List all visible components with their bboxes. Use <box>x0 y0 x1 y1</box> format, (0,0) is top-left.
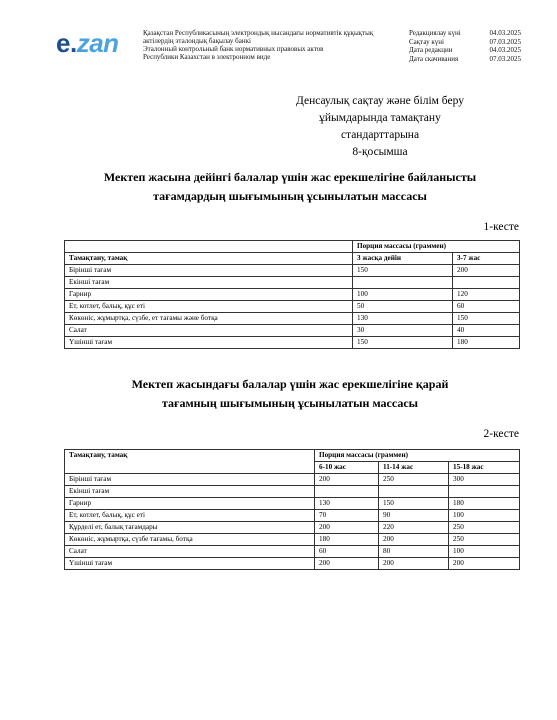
row-food-name: Құрделі ет, балық тағамдары <box>65 522 315 534</box>
table-row <box>65 558 520 570</box>
row-food-name: Үшінші тағам <box>65 558 315 570</box>
header-line: Қазақстан Республикасының электрондық нысандағы нормативтік құқықтық <box>143 29 374 37</box>
header-dates <box>409 29 521 63</box>
table1-group-header: Порция массасы (граммен) <box>353 241 520 253</box>
table-row <box>65 498 520 510</box>
row-portion-value: 130 <box>353 313 453 325</box>
table-row <box>65 534 520 546</box>
date-label: Дата редакции <box>409 46 453 54</box>
table2-label: 2-кесте <box>483 428 519 440</box>
table1-body <box>65 265 520 349</box>
row-portion-value: 150 <box>379 498 449 510</box>
row-food-name: Бірінші тағам <box>65 265 353 277</box>
row-food-name: Бірінші тағам <box>65 474 315 486</box>
date-label: Дата скачивания <box>409 54 459 63</box>
table-row <box>65 301 520 313</box>
table1-header-row <box>65 253 520 265</box>
row-portion-value: 200 <box>315 522 379 534</box>
row-portion-value: 180 <box>449 498 520 510</box>
row-portion-value: 200 <box>379 558 449 570</box>
row-portion-value: 250 <box>449 534 520 546</box>
row-portion-value: 150 <box>353 337 453 349</box>
row-food-name: Екінші тағам <box>65 277 353 289</box>
row-portion-value: 200 <box>379 534 449 546</box>
document-header <box>0 0 557 72</box>
date-value: 07.03.2025 <box>489 54 521 63</box>
row-food-name: Көкөніс, жұмыртқа, сүзбе тағамы, ботқа <box>65 534 315 546</box>
row-portion-value: 200 <box>315 558 379 570</box>
row-portion-value: 200 <box>453 265 520 277</box>
row-portion-value: 70 <box>315 510 379 522</box>
logo-zan: zan <box>76 28 119 58</box>
row-portion-value: 60 <box>315 546 379 558</box>
table2-group-header: Порция массасы (граммен) <box>315 450 520 462</box>
header-line: Республики Казахстан в электронном виде <box>143 53 271 61</box>
row-portion-value: 200 <box>449 558 520 570</box>
appendix-caption <box>270 93 490 161</box>
header-line: актілердің эталондық бақылау банкі <box>143 37 251 45</box>
row-portion-value: 60 <box>453 301 520 313</box>
table2 <box>64 449 520 570</box>
date-value: 07.03.2025 <box>489 37 521 46</box>
table2-group-header-row <box>65 450 520 462</box>
section2-title <box>60 375 520 413</box>
table2-col-age: 15-18 жас <box>449 462 520 474</box>
row-portion-value: 150 <box>353 265 453 277</box>
row-portion-value: 100 <box>449 510 520 522</box>
row-portion-value: 150 <box>453 313 520 325</box>
ezan-logo <box>56 28 119 59</box>
row-portion-value: 80 <box>379 546 449 558</box>
row-portion-value: 200 <box>315 474 379 486</box>
table-row <box>65 337 520 349</box>
table2-col-age: 6-10 жас <box>315 462 379 474</box>
row-portion-value: 250 <box>379 474 449 486</box>
header-line: Эталонный контрольный банк нормативных правовых актов <box>143 45 324 53</box>
table-row <box>65 289 520 301</box>
table-row <box>65 325 520 337</box>
table1-header-empty <box>65 241 353 253</box>
date-value: 04.03.2025 <box>489 46 521 54</box>
row-food-name: Үшінші тағам <box>65 337 353 349</box>
section2-title-line: тағамның шығымының ұсынылатын массасы <box>161 396 419 410</box>
table-row <box>65 313 520 325</box>
row-food-name: Ет, котлет, балық, құс еті <box>65 301 353 313</box>
section1-title <box>60 168 520 206</box>
table-row <box>65 522 520 534</box>
date-label: Сақтау күні <box>409 37 444 46</box>
table1-col-age: 3-7 жас <box>453 253 520 265</box>
row-portion-value: 130 <box>315 498 379 510</box>
table2-col-food: Тамақтану, тамақ <box>65 450 315 474</box>
table-row <box>65 474 520 486</box>
row-food-name: Көкөніс, жұмыртқа, сүзбе, ет тағамы және ботқа <box>65 313 353 325</box>
date-label: Редакциялау күні <box>409 29 461 37</box>
row-portion-value: 100 <box>449 546 520 558</box>
row-portion-value: 250 <box>449 522 520 534</box>
appendix-line: Денсаулық сақтау және білім беру <box>296 95 464 107</box>
table-row <box>65 510 520 522</box>
row-portion-value <box>379 486 449 498</box>
header-date-row <box>409 29 521 38</box>
header-source-text <box>143 29 393 61</box>
table1-group-header-row <box>65 241 520 253</box>
row-food-name: Екінші тағам <box>65 486 315 498</box>
row-portion-value <box>315 486 379 498</box>
appendix-line: 8-қосымша <box>352 146 408 158</box>
table2-col-age: 11-14 жас <box>379 462 449 474</box>
header-date-row <box>409 38 521 47</box>
table1 <box>64 240 520 349</box>
row-food-name: Ет, котлет, балық, құс еті <box>65 510 315 522</box>
table-row <box>65 546 520 558</box>
row-food-name: Салат <box>65 325 353 337</box>
table-row <box>65 277 520 289</box>
row-food-name: Гарнир <box>65 498 315 510</box>
table1-label: 1-кесте <box>483 221 519 233</box>
row-portion-value: 90 <box>379 510 449 522</box>
header-date-row <box>409 46 521 55</box>
section1-title-line: Мектеп жасына дейінгі балалар үшін жас ерекшелігіне байланысты <box>103 170 477 184</box>
logo-e: e <box>56 28 70 58</box>
row-portion-value: 180 <box>315 534 379 546</box>
section1-title-line: тағамдардың шығымының ұсынылатын массасы <box>153 189 427 203</box>
date-value: 04.03.2025 <box>489 29 521 37</box>
appendix-line: ұйымдарында тамақтану <box>319 112 441 124</box>
row-portion-value: 220 <box>379 522 449 534</box>
row-portion-value: 300 <box>449 474 520 486</box>
section2-title-line: Мектеп жасындағы балалар үшін жас ерекшелігіне қарай <box>131 377 449 391</box>
row-portion-value: 180 <box>453 337 520 349</box>
row-food-name: Салат <box>65 546 315 558</box>
row-portion-value <box>453 277 520 289</box>
row-portion-value: 100 <box>353 289 453 301</box>
table1-col-age: 3 жасқа дейін <box>353 253 453 265</box>
row-portion-value: 120 <box>453 289 520 301</box>
table2-body <box>65 474 520 570</box>
header-date-row <box>409 55 521 64</box>
row-portion-value: 30 <box>353 325 453 337</box>
row-portion-value: 50 <box>353 301 453 313</box>
table-row <box>65 486 520 498</box>
row-portion-value: 40 <box>453 325 520 337</box>
logo-dot: . <box>69 28 77 58</box>
row-portion-value <box>353 277 453 289</box>
row-portion-value <box>449 486 520 498</box>
row-food-name: Гарнир <box>65 289 353 301</box>
table1-col-food: Тамақтану, тамақ <box>65 253 353 265</box>
appendix-line: стандарттарына <box>340 129 420 141</box>
table-row <box>65 265 520 277</box>
